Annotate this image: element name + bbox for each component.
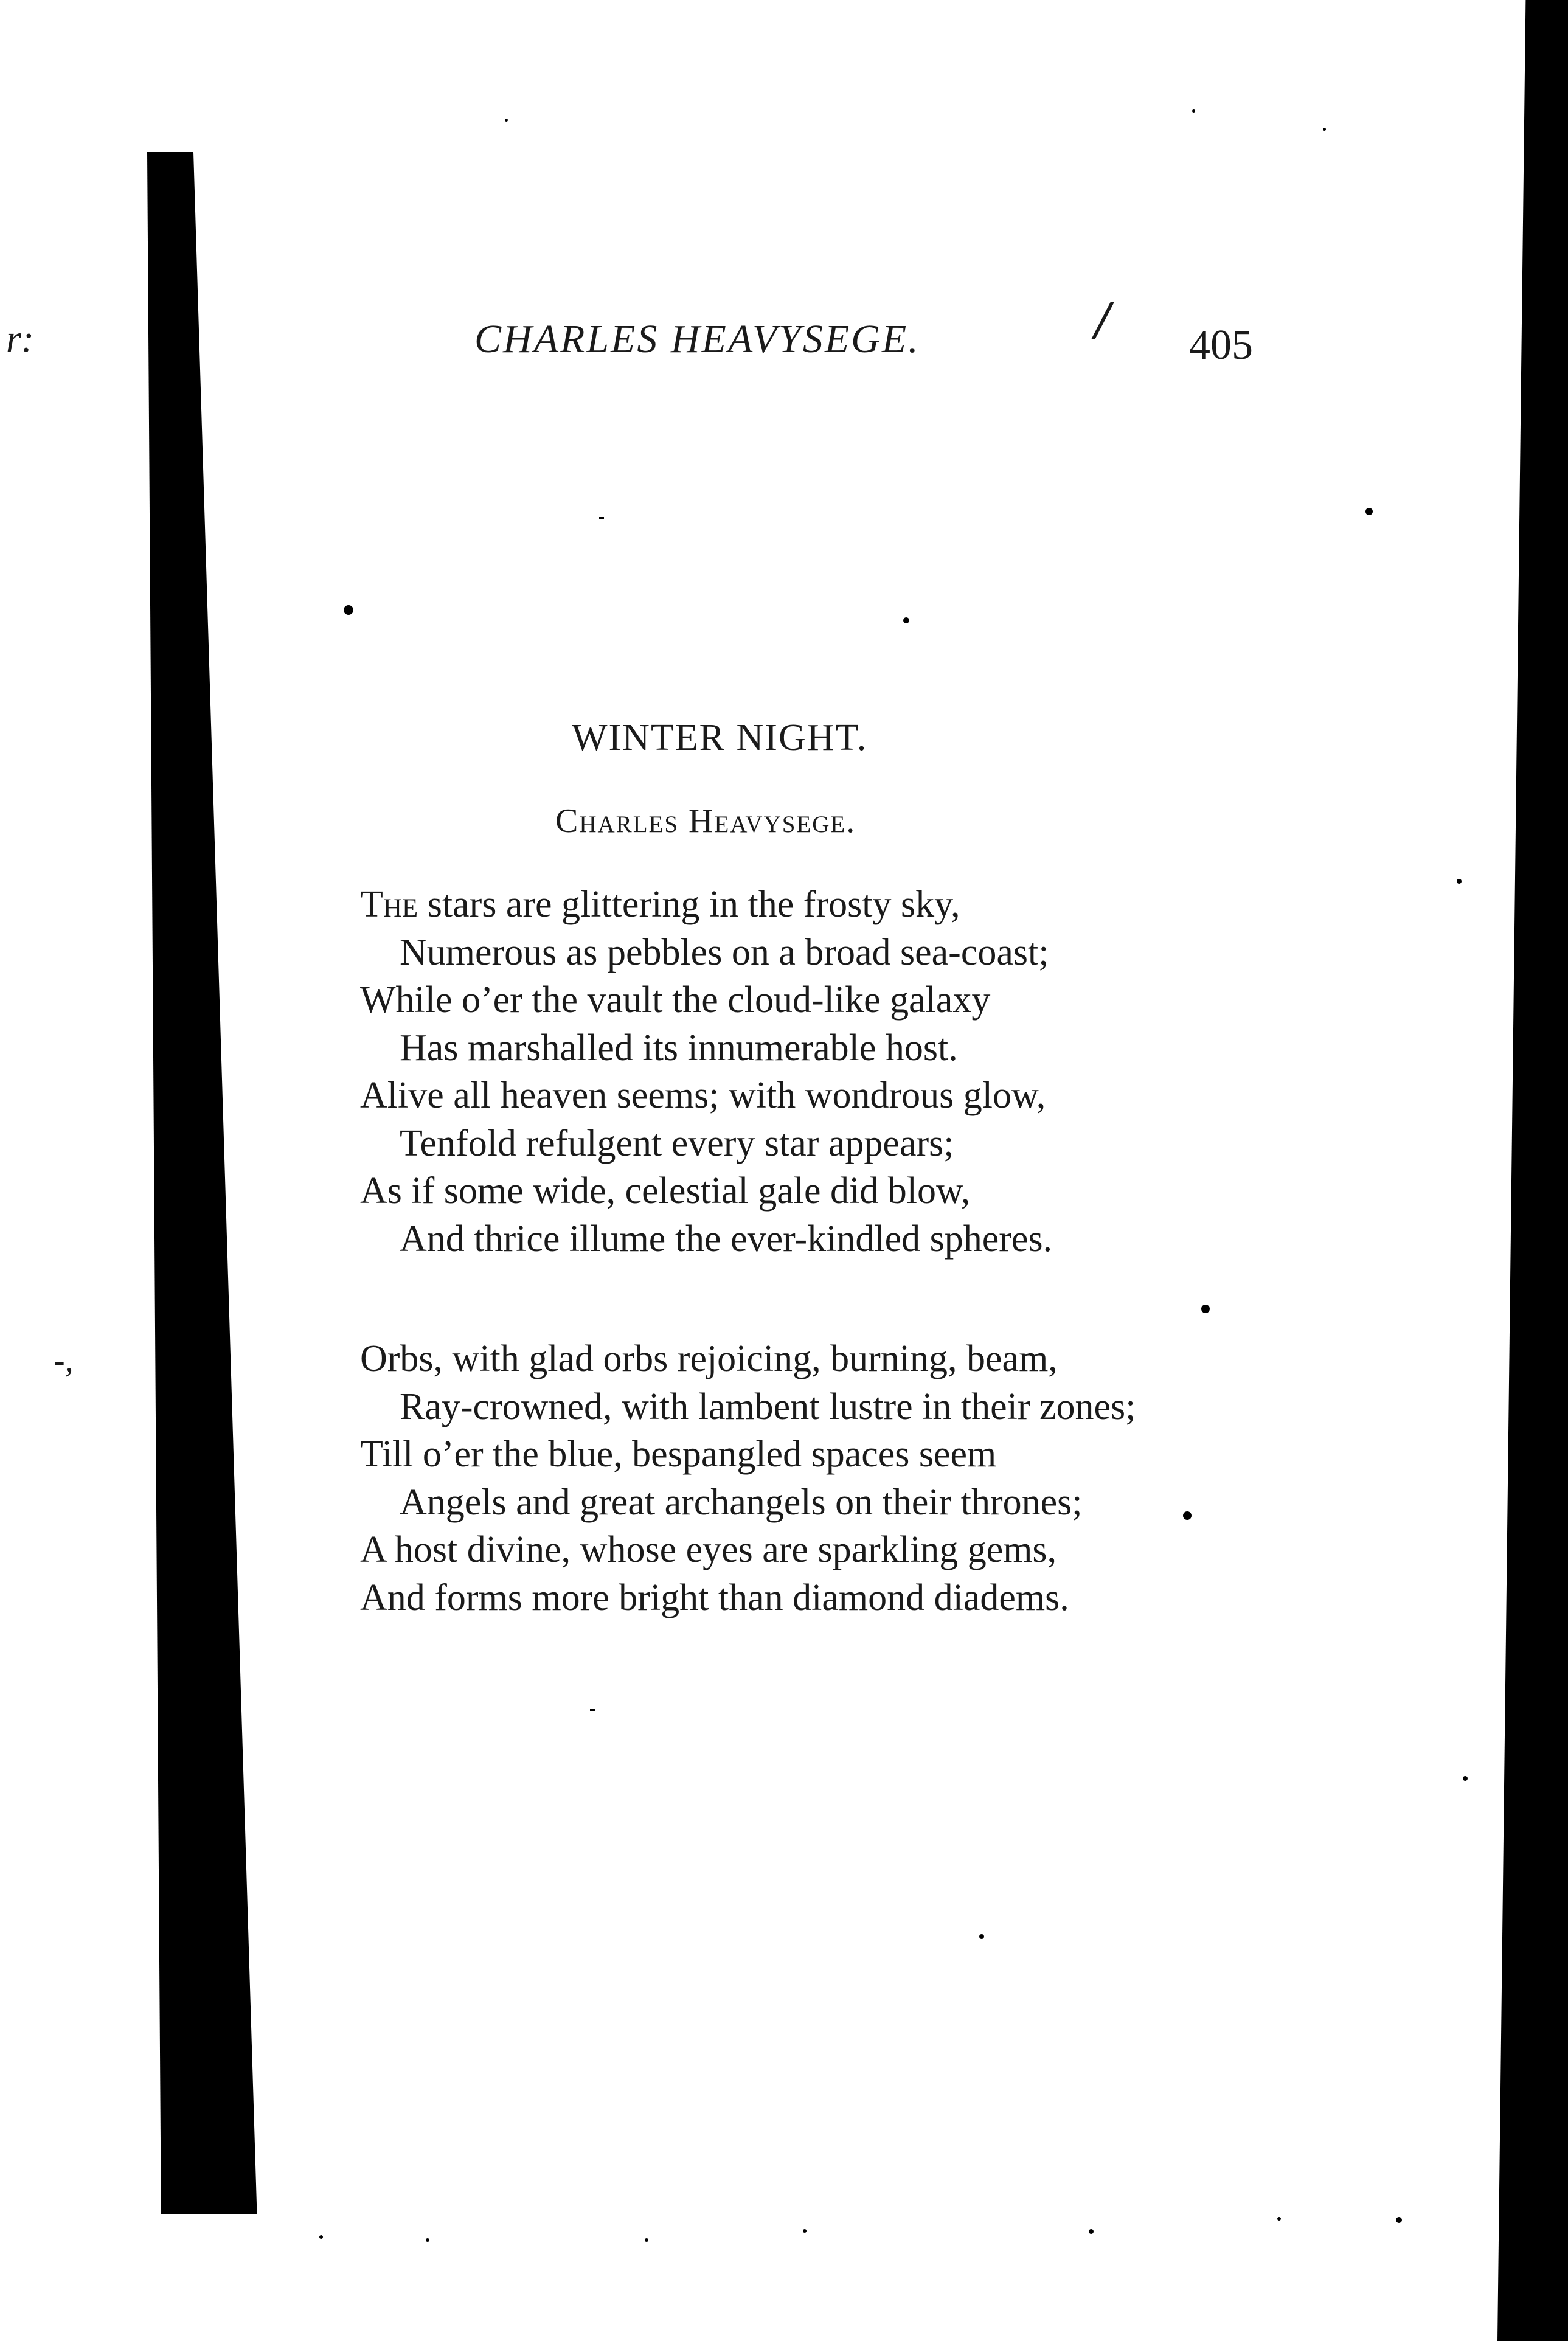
ink-mark: /: [1095, 290, 1111, 350]
scan-speck: [1201, 1305, 1210, 1313]
scan-speck: [1457, 879, 1462, 884]
scan-speck: [590, 1709, 595, 1711]
scan-speck: [1089, 2229, 1094, 2234]
poem-line: Alive all heaven seems; with wondrous glow,: [360, 1075, 1046, 1116]
scan-speck: [803, 2229, 807, 2233]
poem-line-first-word: The: [360, 884, 418, 925]
scan-speck: [1365, 508, 1373, 515]
running-head: CHARLES HEAVYSEGE.: [474, 317, 920, 361]
poem-line: Till o’er the blue, bespangled spaces seem: [360, 1434, 997, 1475]
poem-line: Has marshalled its innumerable host.: [400, 1027, 958, 1069]
scan-speck: [426, 2238, 429, 2242]
poem-title: WINTER NIGHT.: [572, 717, 868, 758]
poem-line-rest: stars are glittering in the frosty sky,: [418, 884, 960, 925]
scan-speck: [903, 617, 909, 623]
scan-speck: [599, 517, 604, 519]
poem-line: A host divine, whose eyes are sparkling gems,: [360, 1529, 1057, 1570]
poem-author: Charles Heavysege.: [555, 802, 856, 840]
poem-line: [360, 881, 1052, 929]
scan-speck: [319, 2235, 323, 2239]
margin-mark-top: r:: [6, 317, 35, 360]
poem-line: Ray-crowned, with lambent lustre in their zones;: [400, 1386, 1136, 1427]
poem-line: Tenfold refulgent every star appears;: [400, 1122, 954, 1164]
scan-speck: [1192, 109, 1195, 113]
stanza-1: [360, 881, 1052, 1263]
scan-speck: [344, 605, 353, 615]
poem-line: And thrice illume the ever-kindled spheres.: [400, 1218, 1053, 1260]
scan-speck: [1396, 2217, 1402, 2223]
poem-line: Numerous as pebbles on a broad sea-coast;: [400, 931, 1049, 973]
poem-line: Orbs, with glad orbs rejoicing, burning, beam,: [360, 1338, 1058, 1379]
stanza-2: [360, 1335, 1136, 1621]
page-number: 405: [1189, 322, 1253, 369]
scan-speck: [1463, 1776, 1468, 1781]
scan-speck: [979, 1934, 984, 1939]
binding-shadow: [147, 152, 263, 2214]
poem-line: As if some wide, celestial gale did blow,: [360, 1170, 971, 1212]
scan-speck: [1323, 128, 1326, 131]
margin-mark-middle: -,: [54, 1342, 74, 1379]
scan-speck: [505, 119, 508, 122]
scan-edge: [1497, 0, 1568, 2341]
poem-line: Angels and great archangels on their thrones;: [400, 1481, 1083, 1523]
scan-speck: [645, 2238, 648, 2242]
scan-speck: [1183, 1511, 1192, 1520]
scan-speck: [1277, 2217, 1281, 2221]
poem-line: And forms more bright than diamond diadems.: [360, 1576, 1069, 1618]
poem-line: While o’er the vault the cloud-like galaxy: [360, 979, 991, 1021]
